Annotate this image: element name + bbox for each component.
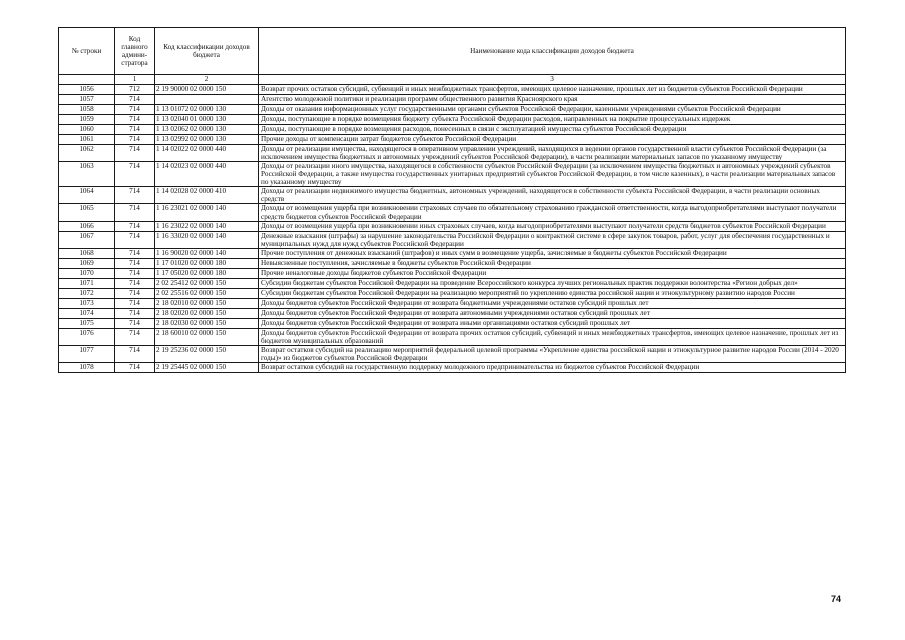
classification-code-cell: 1 13 02040 01 0000 130: [155, 115, 259, 125]
table-row: [59, 278, 846, 288]
admin-code-cell: 714: [115, 125, 155, 135]
code-name-cell: Доходы бюджетов субъектов Российской Федерации от возврата автономными учреждениями остатков субсидий прошлых лет: [259, 308, 846, 318]
code-name-cell: Доходы от возмещения ущерба при возникновении страховых случаев по обязательному страхованию гражданской ответственности, когда выгодоприобретателями выступают получатели средств бюджетов субъектов Российской Федерации: [259, 204, 846, 221]
code-name-cell: Агентство молодежной политики и реализации программ общественного развития Красноярского края: [259, 95, 846, 105]
row-number-cell: 1065: [59, 204, 115, 221]
table-row: [59, 268, 846, 278]
classification-code-cell: 1 17 05020 02 0000 180: [155, 268, 259, 278]
table-row: [59, 362, 846, 372]
column-number: 1: [115, 75, 155, 85]
admin-code-cell: 714: [115, 278, 155, 288]
table-header: [59, 28, 846, 85]
table-row: [59, 85, 846, 95]
row-number-cell: 1077: [59, 345, 115, 362]
table-row: [59, 135, 846, 145]
classification-code-cell: 1 13 02062 02 0000 130: [155, 125, 259, 135]
classification-code-cell: 1 14 02023 02 0000 440: [155, 162, 259, 187]
table-row: [59, 125, 846, 135]
row-number-cell: 1070: [59, 268, 115, 278]
admin-code-cell: 714: [115, 288, 155, 298]
code-name-cell: Доходы от оказания информационных услуг государственными органами субъектов Российской Федерации, казенными учреждениями субъектов Российской Федерации: [259, 105, 846, 115]
code-name-cell: Доходы бюджетов субъектов Российской Федерации от возврата бюджетными учреждениями остатков субсидий прошлых лет: [259, 298, 846, 308]
admin-code-cell: 714: [115, 115, 155, 125]
code-name-cell: Доходы от реализации имущества, находящегося в оперативном управлении учреждений, находящихся в ведении органов государственной власти субъектов Российской Федерации (за исключением имущества бюджетных и автономных учреждений субъектов Российской Федерации), в части реализации материальных запасов по указанному имуществу: [259, 145, 846, 162]
classification-code-cell: 1 16 33020 02 0000 140: [155, 231, 259, 248]
classification-code-cell: 2 19 25445 02 0000 150: [155, 362, 259, 372]
admin-code-cell: 714: [115, 105, 155, 115]
row-number-cell: 1057: [59, 95, 115, 105]
admin-code-cell: 712: [115, 85, 155, 95]
admin-code-cell: 714: [115, 258, 155, 268]
code-name-cell: Невыясненные поступления, зачисляемые в бюджеты субъектов Российской Федерации: [259, 258, 846, 268]
classification-code-cell: 2 18 02010 02 0000 150: [155, 298, 259, 308]
row-number-cell: 1058: [59, 105, 115, 115]
admin-code-cell: 714: [115, 362, 155, 372]
row-number-cell: 1066: [59, 221, 115, 231]
code-name-cell: Доходы от реализации иного имущества, находящегося в собственности субъектов Российской Федерации (за исключением имущества бюджетных и автономных учреждений субъектов Российской Федерации, а также имущества государственных унитарных предприятий субъектов Российской Федерации, в том числе казенных), в части реализации материальных запасов по указанному имуществу: [259, 162, 846, 187]
admin-code-cell: 714: [115, 204, 155, 221]
admin-code-cell: 714: [115, 95, 155, 105]
classification-code-cell: 2 19 25236 02 0000 150: [155, 345, 259, 362]
code-name-cell: Доходы, поступающие в порядке возмещения бюджету субъекта Российской Федерации расходов, направленных на покрытие процессуальных издержек: [259, 115, 846, 125]
table-row: [59, 105, 846, 115]
table-row: [59, 328, 846, 345]
admin-code-cell: 714: [115, 298, 155, 308]
admin-code-cell: 714: [115, 318, 155, 328]
row-number-cell: 1060: [59, 125, 115, 135]
row-number-cell: 1063: [59, 162, 115, 187]
table-row: [59, 345, 846, 362]
code-name-cell: Доходы, поступающие в порядке возмещения расходов, понесенных в связи с эксплуатацией имущества субъектов Российской Федерации: [259, 125, 846, 135]
table-row: [59, 204, 846, 221]
table-row: [59, 308, 846, 318]
code-name-cell: Возврат остатков субсидий на реализацию мероприятий федеральной целевой программы «Укрепление единства российской нации и этнокультурное развитие народов России (2014 - 2020 годы)» из бюджетов субъектов Российской Федерации: [259, 345, 846, 362]
classification-code-cell: 1 16 23021 02 0000 140: [155, 204, 259, 221]
admin-code-cell: 714: [115, 308, 155, 318]
header-classification-code: Код классификации доходов бюджета: [155, 28, 259, 75]
admin-code-cell: 714: [115, 221, 155, 231]
table-row: [59, 318, 846, 328]
classification-code-cell: 2 18 02020 02 0000 150: [155, 308, 259, 318]
code-name-cell: Доходы от возмещения ущерба при возникновении иных страховых случаев, когда выгодоприобретателями выступают получатели средств бюджетов субъектов Российской Федерации: [259, 221, 846, 231]
income-codes-table: [58, 27, 846, 373]
column-number-row: [59, 75, 846, 85]
admin-code-cell: 714: [115, 162, 155, 187]
code-name-cell: Возврат остатков субсидий на государственную поддержку молодежного предпринимательства из бюджетов субъектов Российской Федерации: [259, 362, 846, 372]
code-name-cell: Доходы бюджетов субъектов Российской Федерации от возврата прочих остатков субсидий, субвенций и иных межбюджетных трансфертов, имеющих целевое назначение, прошлых лет из бюджетов муниципальных образований: [259, 328, 846, 345]
classification-code-cell: 1 14 02028 02 0000 410: [155, 187, 259, 204]
row-number-cell: 1067: [59, 231, 115, 248]
table-row: [59, 95, 846, 105]
classification-code-cell: 1 16 90020 02 0000 140: [155, 248, 259, 258]
classification-code-cell: 1 17 01020 02 0000 180: [155, 258, 259, 268]
code-name-cell: Субсидии бюджетам субъектов Российской Федерации на реализацию мероприятий по укреплению единства российской нации и этнокультурному развитию народов России: [259, 288, 846, 298]
header-admin-code: Код главного админи-стратора: [115, 28, 155, 75]
code-name-cell: Субсидии бюджетам субъектов Российской Федерации на проведение Всероссийского конкурса лучших региональных практик поддержки волонтерства «Регион добрых дел»: [259, 278, 846, 288]
column-number: 3: [259, 75, 846, 85]
row-number-cell: 1068: [59, 248, 115, 258]
row-number-cell: 1069: [59, 258, 115, 268]
classification-code-cell: 1 14 02022 02 0000 440: [155, 145, 259, 162]
classification-code-cell: [155, 95, 259, 105]
row-number-cell: 1059: [59, 115, 115, 125]
code-name-cell: Прочие доходы от компенсации затрат бюджетов субъектов Российской Федерации: [259, 135, 846, 145]
row-number-cell: 1076: [59, 328, 115, 345]
row-number-cell: 1073: [59, 298, 115, 308]
admin-code-cell: 714: [115, 345, 155, 362]
row-number-cell: 1064: [59, 187, 115, 204]
admin-code-cell: 714: [115, 268, 155, 278]
admin-code-cell: 714: [115, 231, 155, 248]
code-name-cell: Доходы от реализации недвижимого имущества бюджетных, автономных учреждений, находящегося в собственности субъекта Российской Федерации, в части реализации основных средств: [259, 187, 846, 204]
column-number: 2: [155, 75, 259, 85]
classification-code-cell: 2 02 25516 02 0000 150: [155, 288, 259, 298]
classification-code-cell: 2 18 02030 02 0000 150: [155, 318, 259, 328]
admin-code-cell: 714: [115, 135, 155, 145]
classification-code-cell: 2 02 25412 02 0000 150: [155, 278, 259, 288]
row-number-cell: 1074: [59, 308, 115, 318]
code-name-cell: Возврат прочих остатков субсидий, субвенций и иных межбюджетных трансфертов, имеющих целевое назначение, прошлых лет из бюджетов субъектов Российской Федерации: [259, 85, 846, 95]
table-row: [59, 288, 846, 298]
row-number-cell: 1075: [59, 318, 115, 328]
row-number-cell: 1062: [59, 145, 115, 162]
row-number-cell: 1061: [59, 135, 115, 145]
row-number-cell: 1072: [59, 288, 115, 298]
classification-code-cell: 1 16 23022 02 0000 140: [155, 221, 259, 231]
code-name-cell: Доходы бюджетов субъектов Российской Федерации от возврата иными организациями остатков субсидий прошлых лет: [259, 318, 846, 328]
row-number-cell: 1071: [59, 278, 115, 288]
column-number: [59, 75, 115, 85]
row-number-cell: 1078: [59, 362, 115, 372]
header-code-name: Наименование кода классификации доходов бюджета: [259, 28, 846, 75]
table-row: [59, 187, 846, 204]
classification-code-cell: 2 19 90000 02 0000 150: [155, 85, 259, 95]
table-row: [59, 248, 846, 258]
table-row: [59, 258, 846, 268]
code-name-cell: Прочие поступления от денежных взысканий (штрафов) и иных сумм в возмещение ущерба, зачисляемые в бюджеты субъектов Российской Федерации: [259, 248, 846, 258]
classification-code-cell: 1 13 02992 02 0000 130: [155, 135, 259, 145]
admin-code-cell: 714: [115, 328, 155, 345]
table-row: [59, 162, 846, 187]
table-row: [59, 145, 846, 162]
header-row-number: № строки: [59, 28, 115, 75]
classification-code-cell: 1 13 01072 02 0000 130: [155, 105, 259, 115]
page-number: 74: [831, 594, 842, 604]
admin-code-cell: 714: [115, 187, 155, 204]
code-name-cell: Прочие неналоговые доходы бюджетов субъектов Российской Федерации: [259, 268, 846, 278]
table-body: [59, 85, 846, 373]
table-row: [59, 298, 846, 308]
table-row: [59, 221, 846, 231]
classification-code-cell: 2 18 60010 02 0000 150: [155, 328, 259, 345]
table-row: [59, 231, 846, 248]
code-name-cell: Денежные взыскания (штрафы) за нарушение законодательства Российской Федерации о контрактной системе в сфере закупок товаров, работ, услуг для обеспечения государственных и муниципальных нужд для нужд субъектов Российской Федерации: [259, 231, 846, 248]
admin-code-cell: 714: [115, 145, 155, 162]
row-number-cell: 1056: [59, 85, 115, 95]
admin-code-cell: 714: [115, 248, 155, 258]
table-row: [59, 115, 846, 125]
